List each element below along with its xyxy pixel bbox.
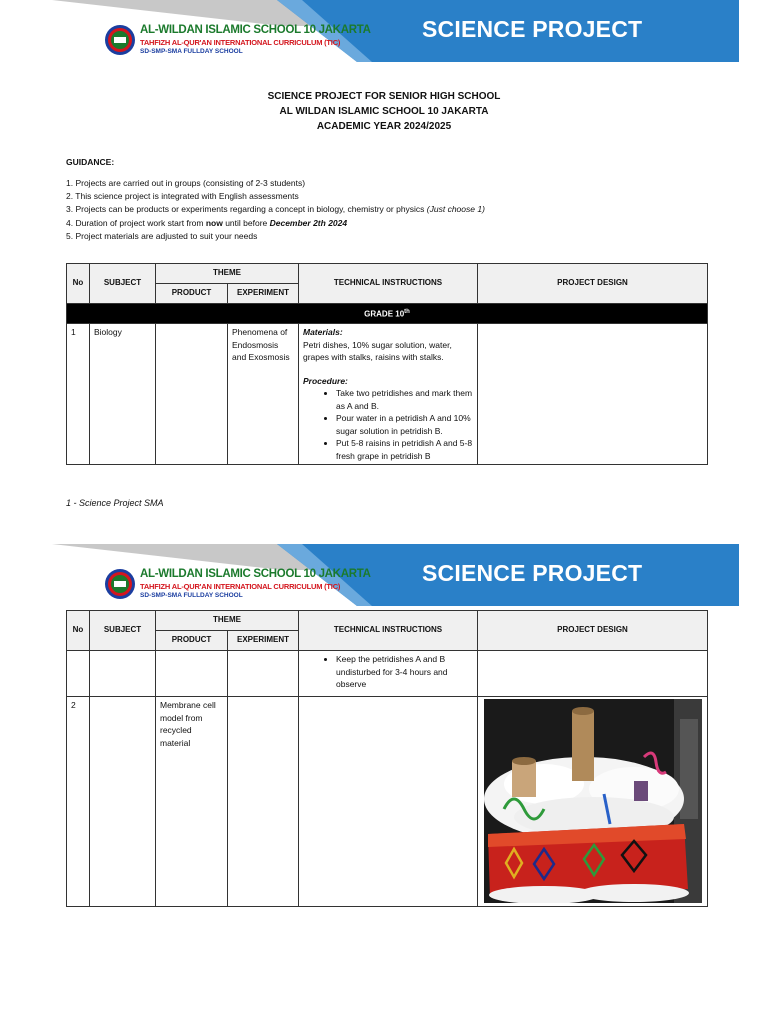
header-theme: THEME — [156, 611, 299, 631]
school-levels: SD-SMP-SMA FULLDAY SCHOOL — [140, 48, 243, 55]
school-curriculum: TAHFIZH AL-QUR'AN INTERNATIONAL CURRICULUM (TIC) — [140, 582, 341, 591]
header-product: PRODUCT — [156, 631, 228, 651]
procedure-list — [303, 387, 475, 462]
procedure-label: Procedure: — [303, 375, 348, 386]
materials-label: Materials: — [303, 327, 343, 338]
guidance-title: GUIDANCE: — [66, 157, 115, 167]
header-experiment: EXPERIMENT — [228, 284, 299, 304]
cell-design — [478, 324, 708, 465]
title-line: ACADEMIC YEAR 2024/2025 — [316, 121, 452, 132]
banner-title: SCIENCE PROJECT — [422, 560, 643, 586]
cell-subject: Biology — [90, 324, 156, 465]
cell-technical — [299, 324, 478, 465]
header-no: No — [67, 611, 90, 651]
header-experiment: EXPERIMENT — [228, 631, 299, 651]
school-name: AL-WILDAN ISLAMIC SCHOOL 10 JAKARTA — [140, 568, 371, 580]
guidance-list — [66, 177, 485, 243]
cell-experiment — [228, 651, 299, 697]
header-banner — [52, 0, 739, 62]
cell-product — [156, 651, 228, 697]
header-banner — [52, 544, 739, 606]
document-title — [0, 89, 768, 134]
cell-no: 1 — [67, 324, 90, 465]
header-no: No — [67, 264, 90, 304]
banner-title: SCIENCE PROJECT — [422, 16, 643, 42]
guidance-item: 5. Project materials are adjusted to suit your needs — [66, 230, 258, 241]
title-line: AL WILDAN ISLAMIC SCHOOL 10 JAKARTA — [279, 106, 489, 117]
footer-text: 1 - Science Project SMA — [66, 498, 164, 508]
guidance-item: 3. Projects can be products or experiments regarding a concept in biology, chemistry or physics (Just choose 1) — [66, 204, 485, 215]
guidance-item: 1. Projects are carried out in groups (consisting of 2-3 students) — [66, 178, 306, 188]
cell-technical — [299, 697, 478, 907]
header-subject: SUBJECT — [90, 264, 156, 304]
grade-row: GRADE 10th — [67, 304, 708, 324]
school-curriculum: TAHFIZH AL-QUR'AN INTERNATIONAL CURRICULUM (TIC) — [140, 38, 341, 47]
header-technical: TECHNICAL INSTRUCTIONS — [299, 264, 478, 304]
membrane-model-photo — [484, 699, 702, 903]
procedure-step: • Pour water in a petridish A and 10% sugar solution in petridish B. — [336, 412, 475, 437]
project-table-continued — [66, 610, 708, 907]
header-theme: THEME — [156, 264, 299, 284]
header-product: PRODUCT — [156, 284, 228, 304]
procedure-step: • Put 5-8 raisins in petridish A and 5-8 fresh grape in petridish B — [336, 437, 475, 462]
cell-subject — [90, 697, 156, 907]
header-subject: SUBJECT — [90, 611, 156, 651]
cell-product — [156, 324, 228, 465]
cell-no: 2 — [67, 697, 90, 907]
cell-design — [478, 697, 708, 907]
school-levels: SD-SMP-SMA FULLDAY SCHOOL — [140, 592, 243, 599]
header-design: PROJECT DESIGN — [478, 264, 708, 304]
header-technical: TECHNICAL INSTRUCTIONS — [299, 611, 478, 651]
project-table — [66, 263, 708, 465]
header-design: PROJECT DESIGN — [478, 611, 708, 651]
materials-text: Petri dishes, 10% sugar solution, water, grapes with stalks, raisins with stalks. — [303, 339, 452, 363]
cell-subject — [90, 651, 156, 697]
procedure-step: • Keep the petridishes A and B undisturbed for 3-4 hours and observe — [336, 653, 473, 691]
cell-experiment — [228, 697, 299, 907]
cell-technical — [299, 651, 478, 697]
cell-product: Membrane cell model from recycled material — [156, 697, 228, 907]
guidance-item: 2. This science project is integrated with English assessments — [66, 191, 299, 202]
title-line: SCIENCE PROJECT FOR SENIOR HIGH SCHOOL — [267, 91, 501, 102]
cell-design — [478, 651, 708, 697]
procedure-list — [303, 653, 473, 691]
cell-experiment: Phenomena of Endosmosis and Exosmosis — [228, 324, 299, 465]
school-name: AL-WILDAN ISLAMIC SCHOOL 10 JAKARTA — [140, 24, 371, 36]
cell-no — [67, 651, 90, 697]
guidance-item: 4. Duration of project work start from now until before December 2th 2024 — [66, 217, 348, 228]
procedure-step: • Take two petridishes and mark them as A and B. — [336, 387, 475, 412]
